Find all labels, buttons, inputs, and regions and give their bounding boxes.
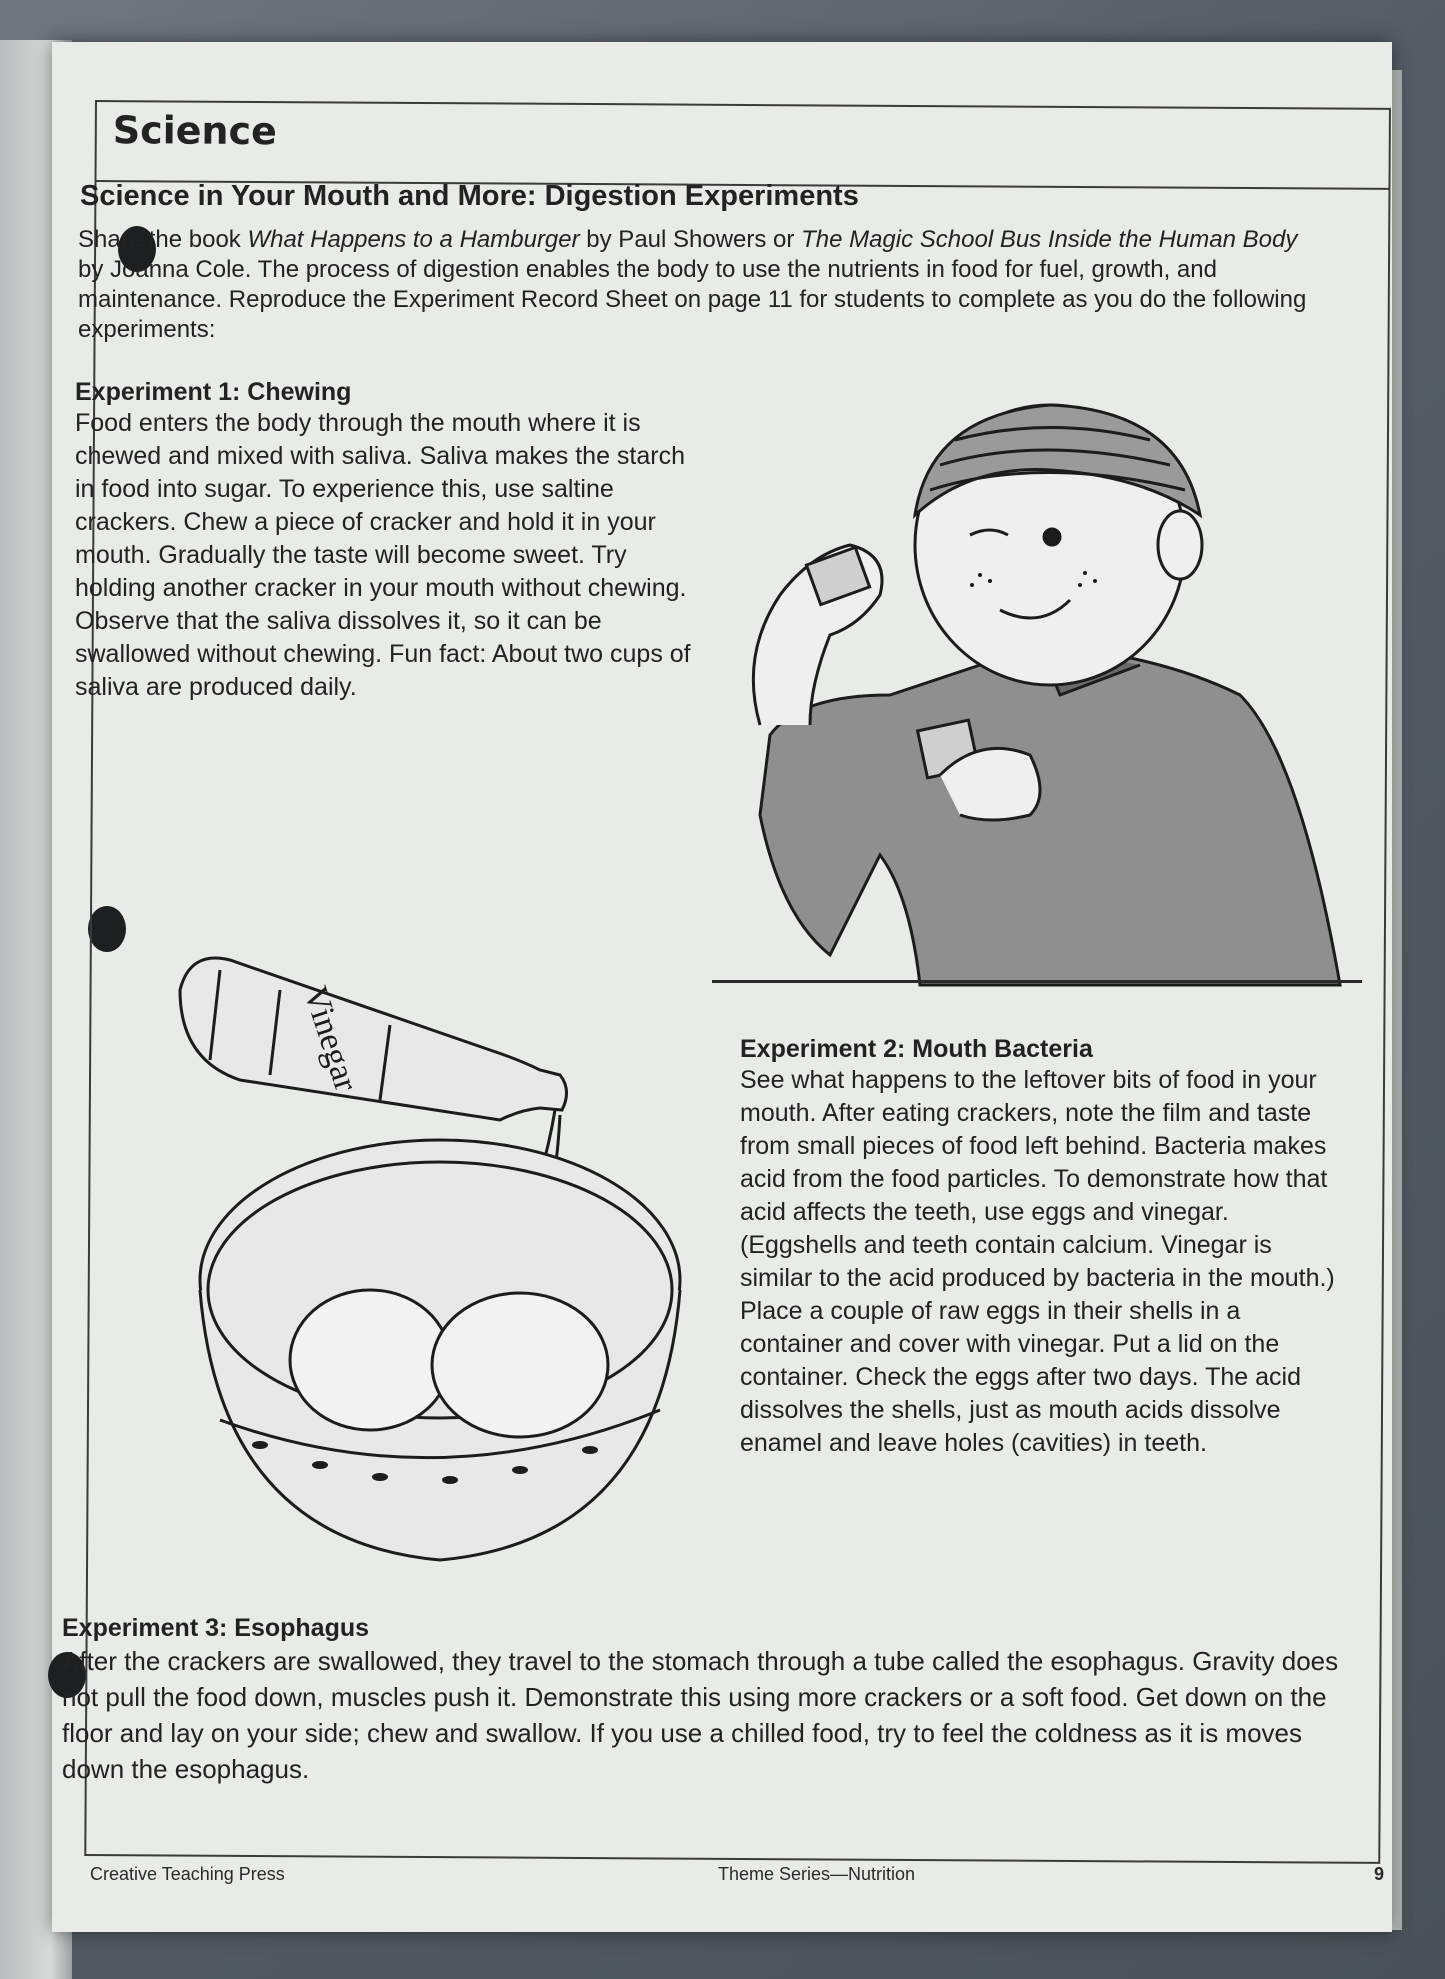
intro-text-2: by Paul Showers or <box>579 226 802 253</box>
intro-paragraph <box>78 225 1308 345</box>
book-title-2: The Magic School Bus Inside the Human Body <box>801 226 1298 253</box>
experiment-1 <box>75 378 710 704</box>
experiment-2 <box>740 1035 1350 1460</box>
experiment-2-heading: Experiment 2: Mouth Bacteria <box>740 1035 1093 1063</box>
intro-text-3: by Joanna Cole. The process of digestion enables the body to use the nutrients in food for fuel, growth, and maintenance. Reproduce the Experiment Record Sheet on page 11 for students to complete as you do the following experiments: <box>78 256 1307 343</box>
vinegar-and-eggs-bowl-illustration <box>160 940 720 1580</box>
page-number: 9 <box>1374 1864 1385 1884</box>
experiment-2-body: See what happens to the leftover bits of food in your mouth. After eating crackers, note the film and taste from small pieces of food left behind. Bacteria makes acid from the food particles. To demonstrate how that acid affects the teeth, use eggs and vinegar. (Eggshells and teeth contain calcium. Vinegar is similar to the acid produced by bacteria in the mouth.) Place a couple of raw eggs in their shells in a container and cover with vinegar. Put a lid on the container. Check the eggs after two days. The acid dissolves the shells, just as mouth acids dissolve enamel and leave holes (cavities) in teeth. <box>740 1066 1335 1457</box>
intro-text-1: Share the book <box>78 226 248 253</box>
footer-series: Theme Series—Nutrition <box>718 1864 916 1884</box>
footer-publisher: Creative Teaching Press <box>90 1864 285 1884</box>
illustration-divider <box>712 980 1362 983</box>
experiment-3-body: After the crackers are swallowed, they travel to the stomach through a tube called the esophagus. Gravity does not pull the food down, muscles push it. Demonstrate this using more crackers or a soft food. Get down on the floor and lay on your side; chew and swallow. If you use a chilled food, try to feel the coldness as it is moves down the esophagus. <box>62 1646 1339 1784</box>
worksheet-title: Science in Your Mouth and More: Digestion Experiments <box>80 180 859 212</box>
experiment-3-heading: Experiment 3: Esophagus <box>62 1614 370 1642</box>
vinegar-bottle-label: Vinegar <box>296 982 365 1096</box>
section-title: Science <box>112 108 277 154</box>
boy-eating-cracker-illustration <box>740 395 1360 995</box>
section-header-bar <box>96 102 1388 190</box>
book-title-1: What Happens to a Hamburger <box>247 226 580 253</box>
experiment-1-body: Food enters the body through the mouth where it is chewed and mixed with saliva. Saliva makes the starch in food into sugar. To experience this, use saltine crackers. Chew a piece of cracker and hold it in your mouth. Gradually the taste will become sweet. Try holding another cracker in your mouth without chewing. Observe that the saliva dissolves it, so it can be swallowed without chewing. Fun fact: About two cups of saliva are produced daily. <box>75 409 691 701</box>
experiment-1-heading: Experiment 1: Chewing <box>75 378 352 406</box>
experiment-3 <box>62 1614 1362 1787</box>
